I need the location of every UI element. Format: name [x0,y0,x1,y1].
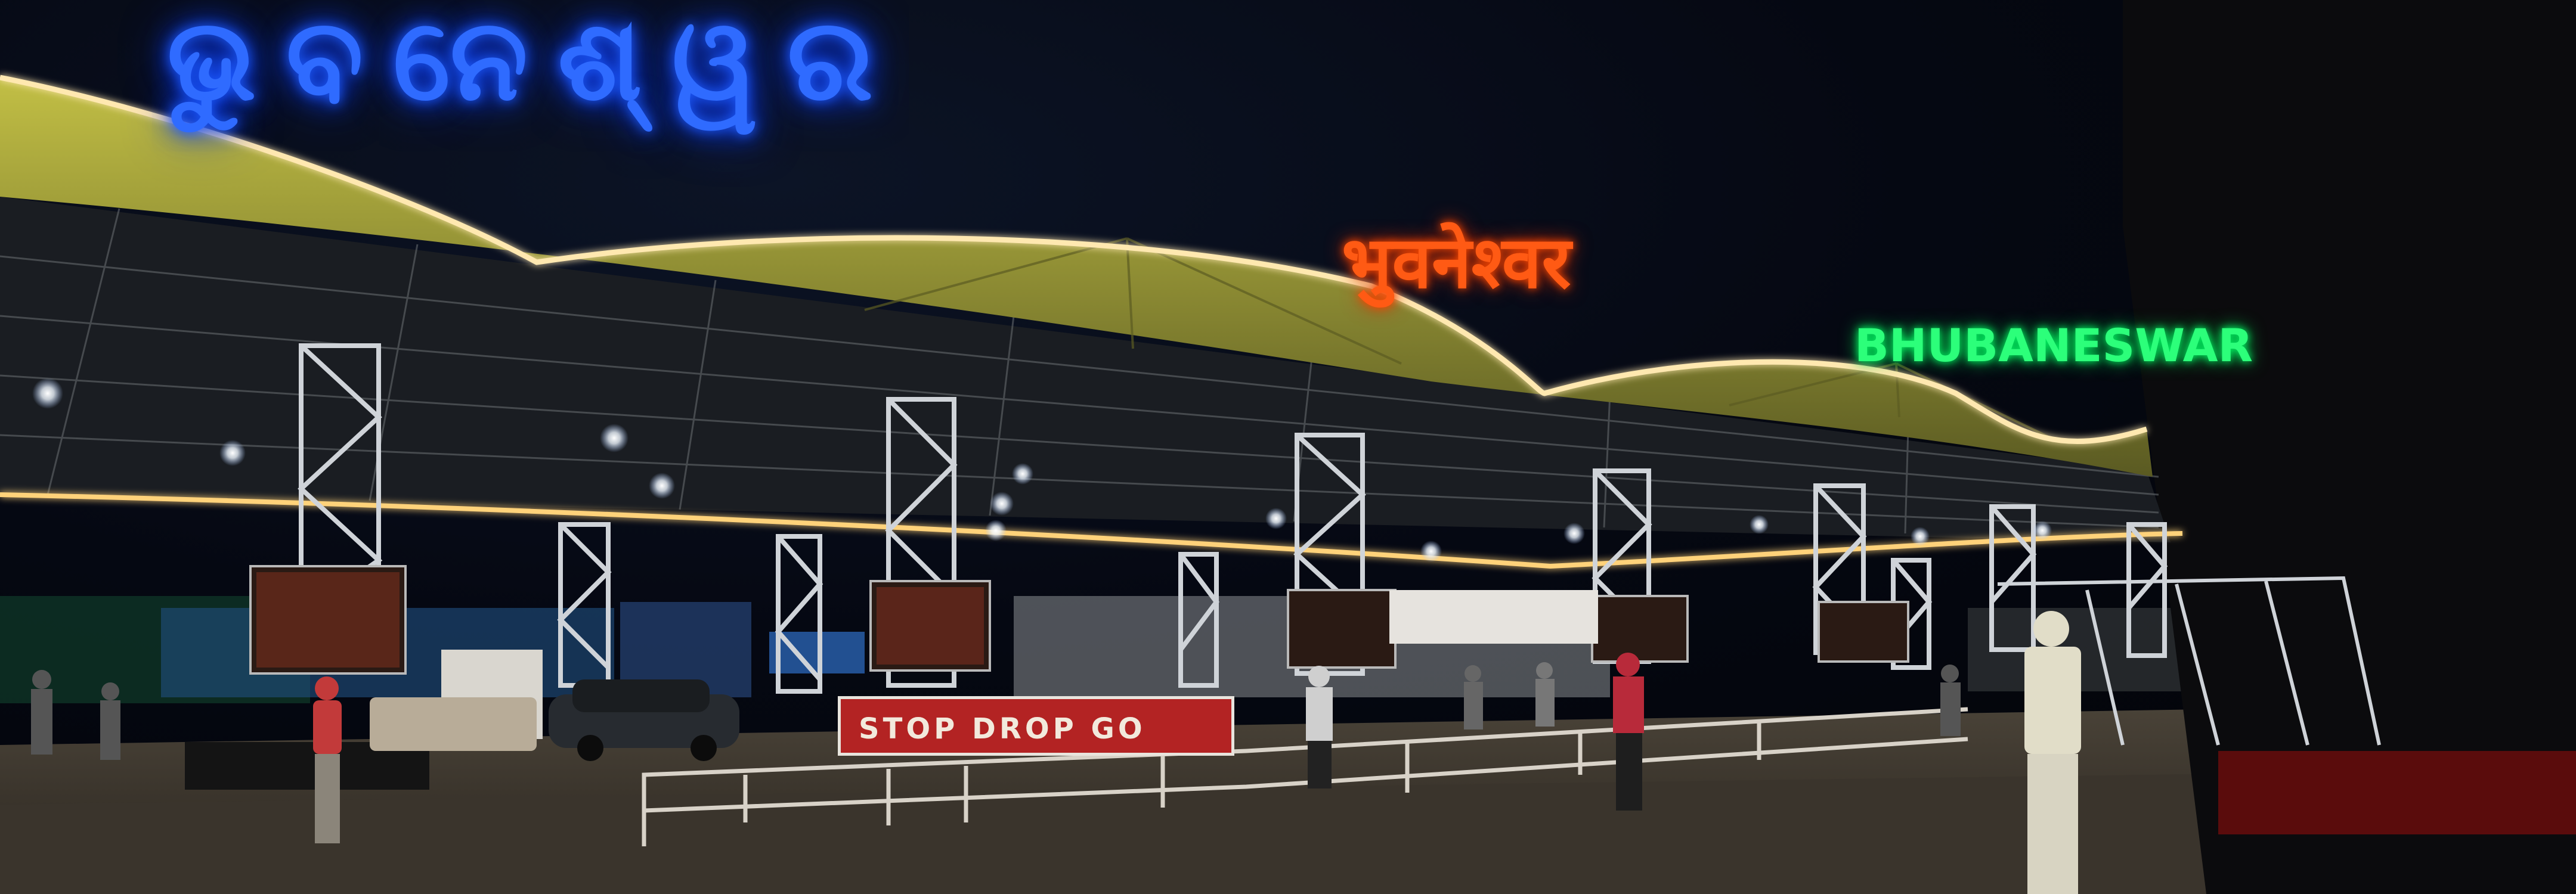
person [1613,653,1644,811]
person [1940,665,1961,736]
odia-station-sign: ଭୁବନେଶ୍ୱର [167,0,903,126]
ad-panel [1592,596,1688,662]
ad-panel [1288,590,1395,668]
red-wall [2218,751,2576,834]
english-station-sign: BHUBANESWAR [1854,319,2253,372]
person [1535,662,1555,727]
person [1464,665,1483,730]
hindi-station-sign: भुवनेश्वर [1342,222,1571,305]
person [31,670,52,755]
pickup-truck [370,697,537,751]
station-facade [1389,590,1598,644]
person [100,682,120,760]
person [2024,611,2081,894]
banner-text: STOP DROP GO [859,712,1146,746]
person [313,676,342,843]
stop-drop-go-banner [838,696,1234,756]
ad-panel [1819,602,1908,662]
